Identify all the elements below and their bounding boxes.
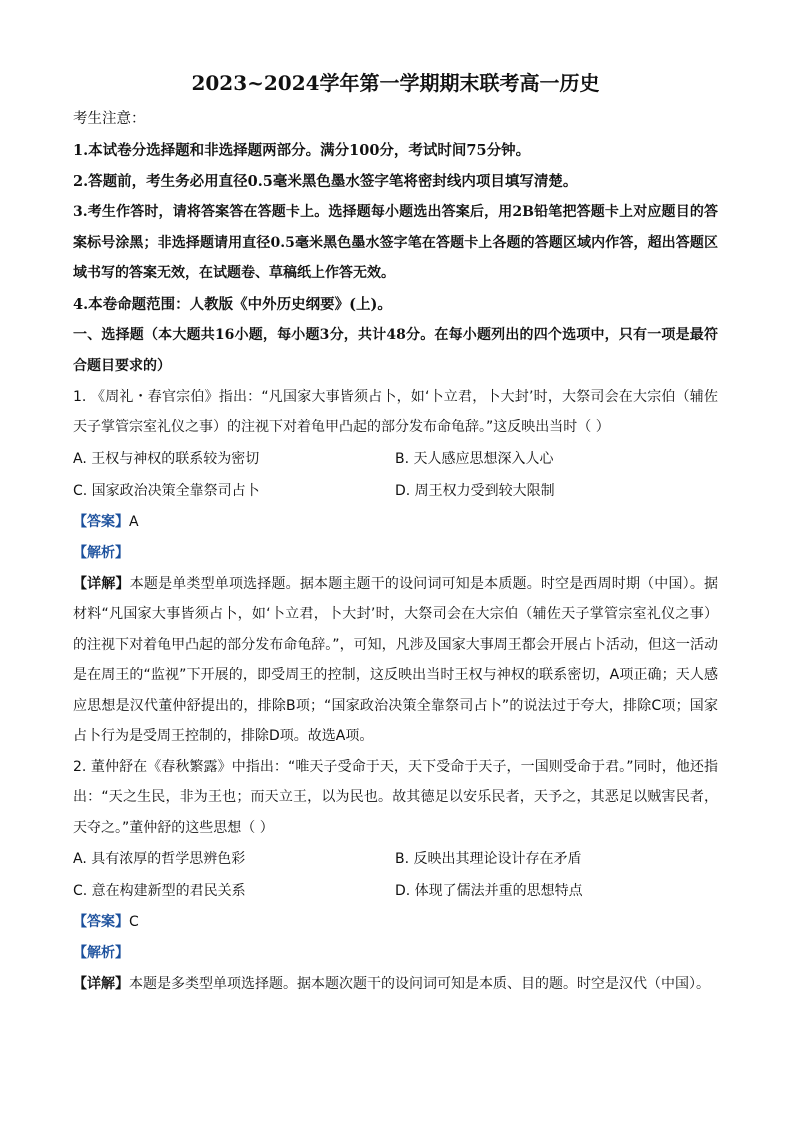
- question-stem: 1. 《周礼・春官宗伯》指出：“凡国家大事皆须占卜，如‘卜立君，卜大封’时，大祭司会在大宗伯（辅佐天子掌管宗室礼仪之事）的注视下对着龟甲凸起的部分发布命龟辞。”这反映出当时（ ）: [73, 388, 718, 436]
- answer-value: C: [129, 914, 139, 931]
- notice-item: 4.本卷命题范围：人教版《中外历史纲要》(上)。: [73, 296, 392, 314]
- option-b: B. 反映出其理论设计存在矛盾: [395, 851, 582, 868]
- option-d: D. 体现了儒法并重的思想特点: [395, 883, 583, 900]
- notice-item: 3.考生作答时，请将答案答在答题卡上。选择题每小题选出答案后，用2B铅笔把答题卡上对应题目的答案标号涂黑；非选择题请用直径0.5毫米黑色墨水签字笔在答题卡上各题的答题区域内作答，超出答题区域书写的答案无效，在试题卷、草稿纸上作答无效。: [73, 204, 718, 282]
- answer-line: [73, 907, 718, 938]
- analysis-label: 【解析】: [73, 945, 129, 962]
- option-row: [73, 875, 718, 907]
- notice-heading: 考生注意：: [73, 111, 146, 127]
- analysis-line: [73, 938, 718, 969]
- question-2: [73, 752, 718, 1000]
- notice-block: [73, 104, 718, 320]
- option-a: A. 具有浓厚的哲学思辨色彩: [73, 851, 246, 868]
- option-row: [73, 475, 718, 507]
- detail-text: 本题是单类型单项选择题。据本题主题干的设问词可知是本质题。时空是西周时期（中国）。据材料“凡国家大事皆须占卜，如‘卜立君，卜大封’时，大祭司会在大宗伯（辅佐天子掌管宗室礼仪之事）的注视下对着龟甲凸起的部分发布命龟辞。”，可知，凡涉及国家大事周王都会开展占卜活动，但这一活动是在周王的“监视”下开展的，即受周王的控制，这反映出当时王权与神权的联系密切，A项正确；天人感应思想是汉代董仲舒提出的，排除B项；“国家政治决策全靠祭司占卜”的说法过于夸大，排除C项；国家占卜行为是受周王控制的，排除D项。故选A项。: [73, 575, 719, 745]
- analysis-line: [73, 538, 718, 569]
- detail-label: 【详解】: [73, 976, 129, 993]
- option-c: C. 国家政治决策全靠祭司占卜: [73, 482, 260, 499]
- analysis-label: 【解析】: [73, 544, 129, 561]
- option-row: [73, 443, 718, 475]
- notice-item: 2.答题前，考生务必用直径0.5毫米黑色墨水签字笔将密封线内项目填写清楚。: [73, 173, 578, 190]
- page-title: 2023~2024学年第一学期期末联考高一历史: [191, 71, 600, 95]
- answer-label: 【答案】: [73, 513, 129, 530]
- option-row: [73, 843, 718, 875]
- answer-value: A: [129, 513, 139, 530]
- detail-paragraph: [73, 569, 718, 752]
- option-c: C. 意在构建新型的君民关系: [73, 883, 246, 900]
- option-b: B. 天人感应思想深入人心: [395, 450, 554, 467]
- answer-label: 【答案】: [73, 914, 129, 931]
- answer-line: [73, 507, 718, 538]
- question-1: [73, 382, 718, 752]
- option-a: A. 王权与神权的联系较为密切: [73, 450, 260, 467]
- section-heading: 一、选择题（本大题共16小题，每小题3分，共计48分。在每小题列出的四个选项中，只有一项是最符合题目要求的）: [73, 327, 718, 374]
- detail-paragraph: [73, 969, 718, 1000]
- question-stem: 2. 董仲舒在《春秋繁露》中指出：“唯天子受命于天，天下受命于天子，一国则受命于君。”同时，他还指出：“天之生民，非为王也；而天立王，以为民也。故其德足以安乐民者，天予之，其恶足以贼害民者，天夺之。”董仲舒的这些思想（ ）: [73, 758, 718, 836]
- option-d: D. 周王权力受到较大限制: [395, 482, 555, 499]
- detail-label: 【详解】: [73, 575, 130, 592]
- notice-item: 1.本试卷分选择题和非选择题两部分。满分100分，考试时间75分钟。: [73, 142, 531, 159]
- detail-text: 本题是多类型单项选择题。据本题次题干的设问词可知是本质、目的题。时空是汉代（中国）。: [129, 976, 710, 993]
